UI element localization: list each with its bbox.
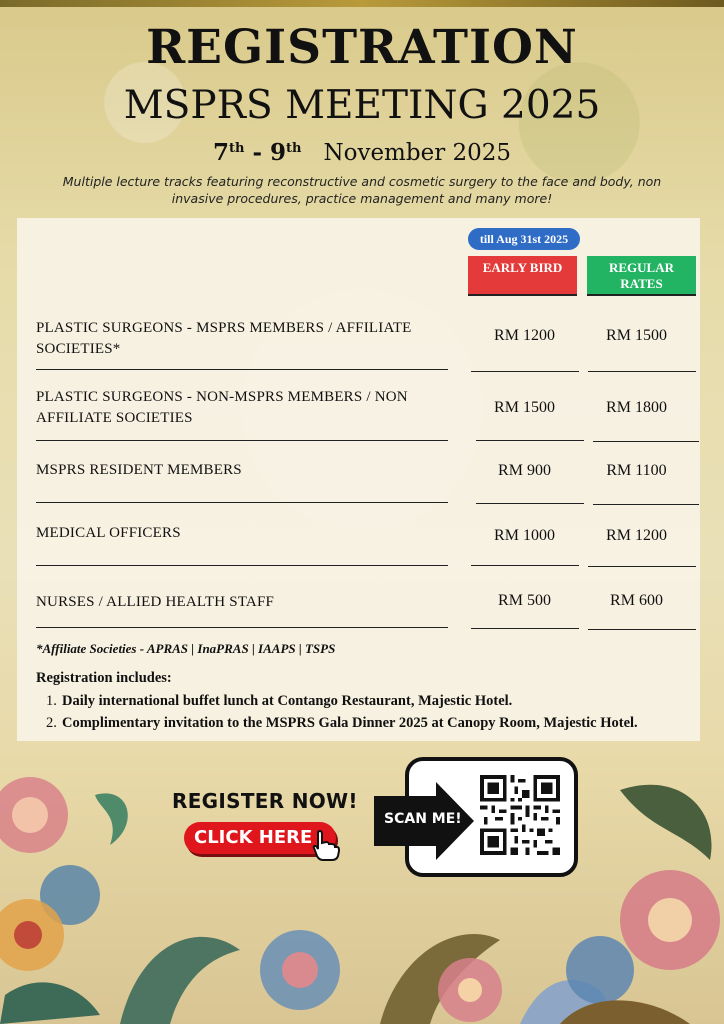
- register-now-heading: REGISTER NOW!: [172, 789, 358, 813]
- top-accent-bar: [0, 0, 724, 7]
- pricing-row-category: MSPRS RESIDENT MEMBERS: [36, 462, 242, 478]
- pricing-row-regular-price: RM 1200: [606, 527, 667, 544]
- date-start-suffix: th: [228, 141, 245, 156]
- pricing-row-early-price: RM 500: [498, 592, 551, 609]
- pricing-row-early-price: RM 1200: [494, 327, 555, 344]
- regular-rates-column-header: REGULAR RATES: [587, 256, 696, 296]
- pointer-hand-icon: [308, 828, 342, 862]
- affiliate-societies-footnote: *Affiliate Societies - APRAS | InaPRAS | IAAPS | TSPS: [36, 641, 336, 656]
- early-bird-deadline-badge: till Aug 31st 2025: [468, 228, 580, 250]
- row-divider: [36, 627, 448, 628]
- event-description: Multiple lecture tracks featuring reconstructive and cosmetic surgery to the face and body, non invasive procedures, practice management and many more!: [62, 174, 662, 206]
- date-month-year: November 2025: [323, 140, 512, 166]
- pricing-row-regular-price: RM 1500: [606, 327, 667, 344]
- pricing-row-early-price: RM 1500: [494, 399, 555, 416]
- list-item: [46, 712, 638, 734]
- row-divider: [36, 502, 448, 503]
- list-item-text: Daily international buffet lunch at Contango Restaurant, Majestic Hotel.: [62, 693, 513, 709]
- batik-flower-right-illustration: [560, 770, 724, 1024]
- list-item-text: Complimentary invitation to the MSPRS Gala Dinner 2025 at Canopy Room, Majestic Hotel.: [62, 715, 638, 731]
- pricing-row-category: MEDICAL OFFICERS: [36, 525, 181, 541]
- row-divider: [588, 629, 696, 630]
- scan-me-label: SCAN ME!: [384, 811, 462, 827]
- pricing-row-regular-price: RM 1100: [606, 462, 667, 479]
- row-divider: [588, 566, 696, 567]
- pricing-row-category: PLASTIC SURGEONS - MSPRS MEMBERS / AFFILIATE SOCIETIES*: [36, 320, 412, 357]
- row-divider: [36, 565, 448, 566]
- date-end-suffix: th: [286, 141, 302, 156]
- row-divider: [471, 565, 579, 566]
- row-divider: [593, 504, 699, 505]
- row-divider: [588, 371, 696, 372]
- event-dates: [0, 139, 724, 166]
- registration-includes-list: [46, 690, 638, 734]
- pricing-row-early-price: RM 900: [498, 462, 551, 479]
- event-name: MSPRS MEETING 2025: [123, 83, 601, 128]
- pricing-row-early-price: RM 1000: [494, 527, 555, 544]
- pricing-row-regular-price: RM 600: [610, 592, 663, 609]
- list-item-number: 2.: [46, 715, 57, 731]
- row-divider: [471, 371, 579, 372]
- date-start: 7: [212, 139, 229, 166]
- pricing-row-category: PLASTIC SURGEONS - NON-MSPRS MEMBERS / NON AFFILIATE SOCIETIES: [36, 389, 408, 426]
- date-separator: -: [244, 139, 270, 166]
- click-here-button[interactable]: CLICK HERE: [184, 822, 336, 854]
- row-divider: [476, 503, 584, 504]
- row-divider: [36, 440, 448, 441]
- row-divider: [593, 441, 699, 442]
- page-title: REGISTRATION: [146, 20, 578, 75]
- registration-includes-heading: Registration includes:: [36, 670, 172, 686]
- row-divider: [476, 440, 584, 441]
- pricing-row-category: NURSES / ALLIED HEALTH STAFF: [36, 594, 275, 610]
- date-end: 9: [270, 139, 287, 166]
- row-divider: [471, 628, 579, 629]
- row-divider: [36, 369, 448, 370]
- list-item: [46, 690, 638, 712]
- early-bird-column-header: EARLY BIRD: [468, 256, 577, 296]
- list-item-number: 1.: [46, 693, 57, 709]
- pricing-row-regular-price: RM 1800: [606, 399, 667, 416]
- qr-code[interactable]: [480, 775, 560, 855]
